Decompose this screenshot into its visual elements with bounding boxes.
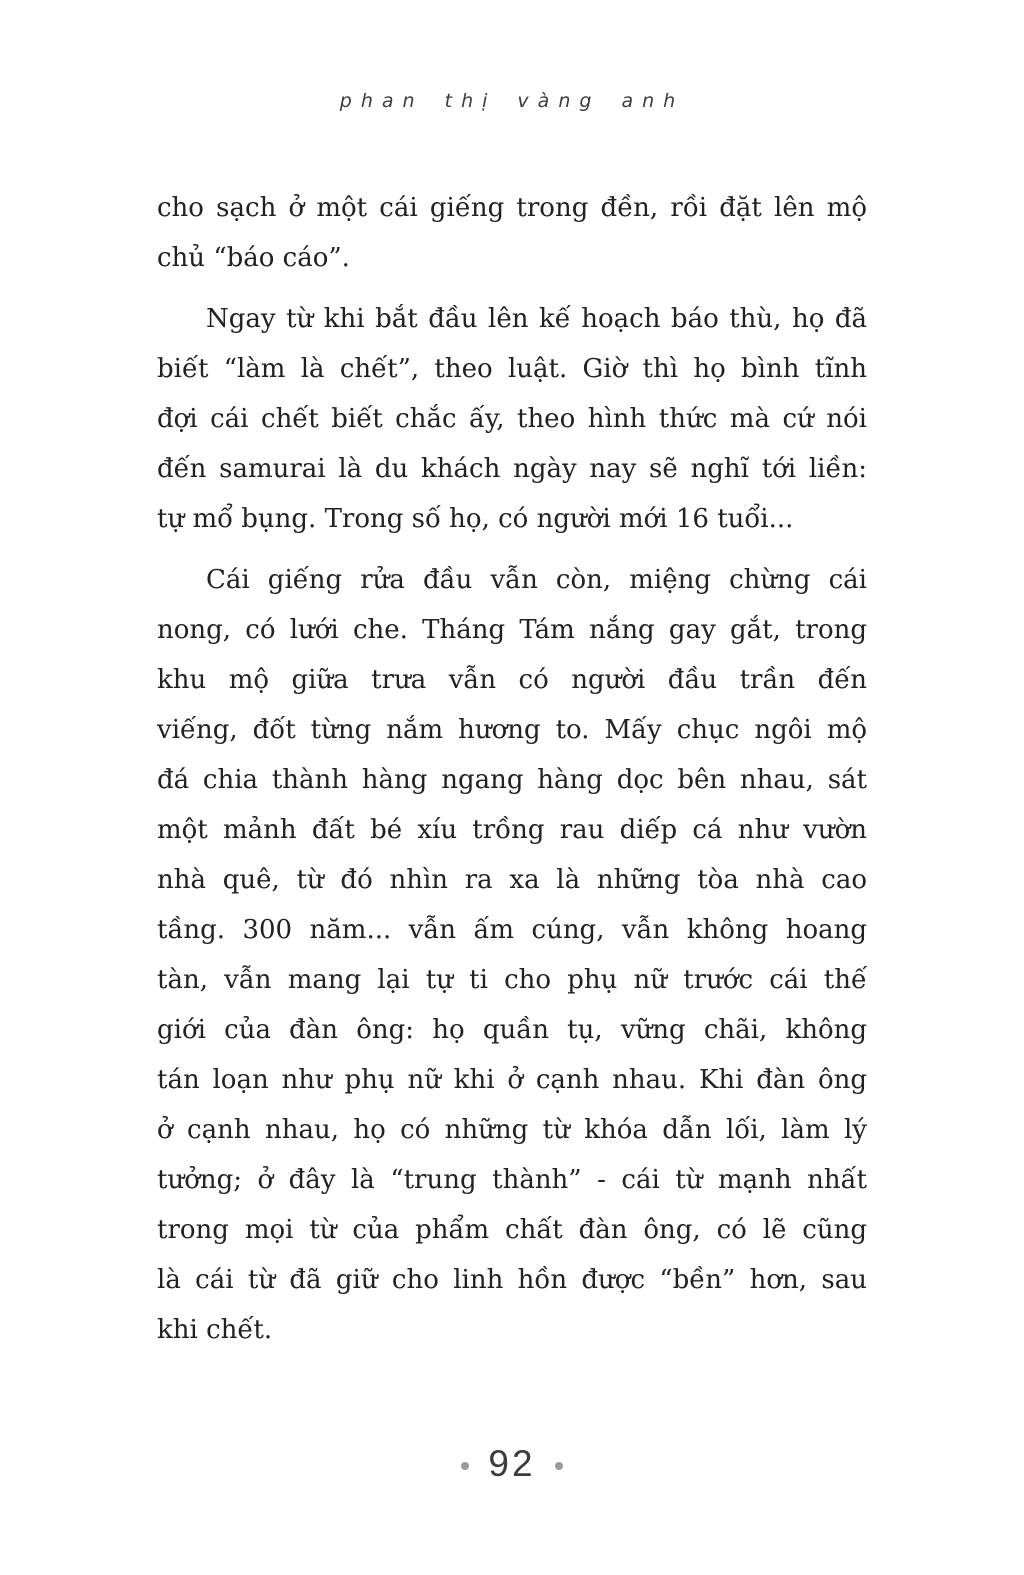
text-line: tàn, vẫn mang lại tự ti cho phụ nữ trước cái thế (157, 965, 867, 995)
running-header: phan thị vàng anh (339, 90, 685, 112)
paragraph (157, 555, 867, 1355)
text-line: giới của đàn ông: họ quần tụ, vững chãi, không (157, 1015, 867, 1045)
text-line: là cái từ đã giữ cho linh hồn được “bền” hơn, sau (157, 1265, 867, 1295)
paragraph (157, 183, 867, 283)
text-line: viếng, đốt từng nắm hương to. Mấy chục ngôi mộ (157, 715, 867, 745)
text-line: biết “làm là chết”, theo luật. Giờ thì họ bình tĩnh (157, 354, 867, 384)
page-footer (0, 1440, 1024, 1488)
text-line: ở cạnh nhau, họ có những từ khóa dẫn lối, làm lý (157, 1115, 867, 1145)
text-line: cho sạch ở một cái giếng trong đền, rồi đặt lên mộ (157, 193, 867, 223)
text-line: đá chia thành hàng ngang hàng dọc bên nhau, sát (157, 765, 867, 795)
footer-dot-left-icon (461, 1462, 469, 1470)
text-line: nhà quê, từ đó nhìn ra xa là những tòa nhà cao (157, 865, 867, 895)
footer-dot-right-icon (555, 1462, 563, 1470)
page-number: 92 (488, 1443, 536, 1484)
text-line: nong, có lưới che. Tháng Tám nắng gay gắt, trong (157, 615, 867, 645)
text-line: đợi cái chết biết chắc ấy, theo hình thức mà cứ nói (157, 404, 867, 434)
text-line: đến samurai là du khách ngày nay sẽ nghĩ tới liền: (157, 454, 867, 484)
text-line: tưởng; ở đây là “trung thành” - cái từ mạnh nhất (157, 1165, 867, 1195)
paragraph (157, 294, 867, 544)
text-line: Cái giếng rửa đầu vẫn còn, miệng chừng cái (206, 565, 867, 595)
text-line: Ngay từ khi bắt đầu lên kế hoạch báo thù, họ đã (206, 304, 867, 334)
text-line: một mảnh đất bé xíu trồng rau diếp cá như vườn (157, 815, 867, 845)
text-line: khi chết. (157, 1315, 273, 1345)
text-line: tầng. 300 năm... vẫn ấm cúng, vẫn không hoang (157, 915, 867, 945)
body-text (157, 183, 867, 1366)
text-line: chủ “báo cáo”. (157, 243, 350, 273)
text-line: tán loạn như phụ nữ khi ở cạnh nhau. Khi đàn ông (157, 1065, 867, 1095)
text-line: khu mộ giữa trưa vẫn có người đầu trần đến (157, 665, 867, 695)
text-line: trong mọi từ của phẩm chất đàn ông, có lẽ cũng (157, 1215, 867, 1245)
text-line: tự mổ bụng. Trong số họ, có người mới 16 tuổi... (157, 504, 794, 534)
